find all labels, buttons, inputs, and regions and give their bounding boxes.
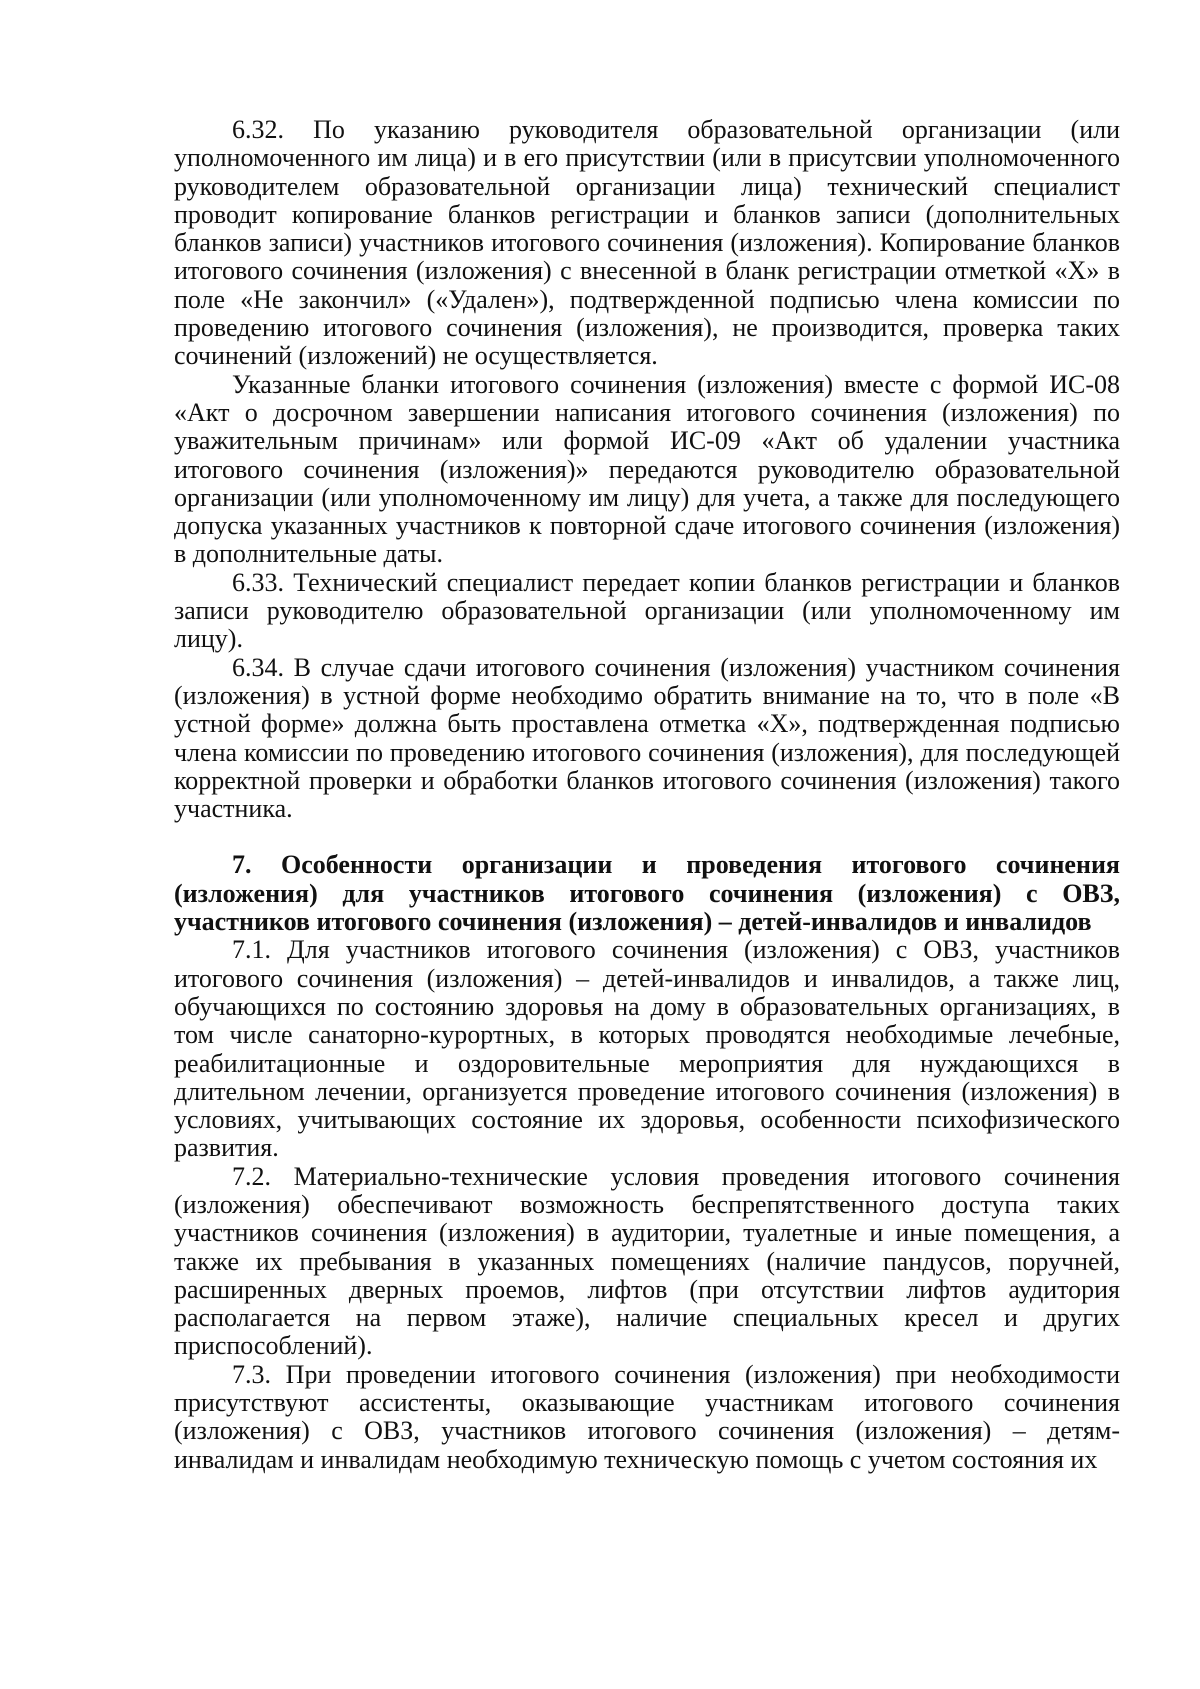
paragraph-6-33: 6.33. Технический специалист передает копии бланков регистрации и бланков записи руководителю образовательной организации (или уполномоченному им лицу).: [174, 567, 1120, 654]
paragraph-7-1: 7.1. Для участников итогового сочинения (изложения) с ОВЗ, участников итогового сочинения (изложения) – детей-инвалидов и инвалидов, а также лиц, обучающихся по состоянию здоровья на дому в образовательных организациях, в том числе санаторно-курортных, в которых проводятся необходимые лечебные, реабилитационные и оздоровительные мероприятия для нуждающихся в длительном лечении, организуется проведение итогового сочинения (изложения) в условиях, учитывающих состояние их здоровья, особенности психофизического развития.: [174, 935, 1120, 1163]
section-7-heading: 7. Особенности организации и проведения итогового сочинения (изложения) для участников итогового сочинения (изложения) с ОВЗ, участников итогового сочинения (изложения) – детей-инвалидов и инвалидов: [174, 850, 1120, 937]
paragraph-7-2: 7.2. Материально-технические условия проведения итогового сочинения (изложения) обеспечивают возможность беспрепятственного доступа таких участников сочинения (изложения) в аудитории, туалетные и иные помещения, а также их пребывания в указанных помещениях (наличие пандусов, поручней, расширенных дверных проемов, лифтов (при отсутствии лифтов аудитория располагается на первом этаже), наличие специальных кресел и других приспособлений).: [174, 1161, 1120, 1361]
paragraph-7-3: 7.3. При проведении итогового сочинения (изложения) при необходимости присутствуют ассистенты, оказывающие участникам итогового сочинения (изложения) с ОВЗ, участников итогового сочинения (изложения) – детям-инвалидам и инвалидам необходимую техническую помощь с учетом состояния их: [174, 1359, 1120, 1474]
document-page: [174, 116, 1120, 1474]
paragraph-6-32: 6.32. По указанию руководителя образовательной организации (или уполномоченного им лица) и в его присутствии (или в присутсвии уполномоченного руководителем образовательной организации лица) технический специалист проводит копирование бланков регистрации и бланков записи (дополнительных бланков записи) участников итогового сочинения (изложения). Копирование бланков итогового сочинения (изложения) с внесенной в бланк регистрации отметкой «X» в поле «Не закончил» («Удален»), подтвержденной подписью члена комиссии по проведению итогового сочинения (изложения), не производится, проверка таких сочинений (изложений) не осуществляется.: [174, 115, 1120, 371]
paragraph-forms-transfer: Указанные бланки итогового сочинения (изложения) вместе с формой ИС-08 «Акт о досрочном завершении написания итогового сочинения (изложения) по уважительным причинам» или формой ИС-09 «Акт об удалении участника итогового сочинения (изложения)» передаются руководителю образовательной организации (или уполномоченному им лицу) для учета, а также для последующего допуска указанных участников к повторной сдаче итогового сочинения (изложения) в дополнительные даты.: [174, 369, 1120, 569]
paragraph-6-34: 6.34. В случае сдачи итогового сочинения (изложения) участником сочинения (изложения) в устной форме необходимо обратить внимание на то, что в поле «В устной форме» должна быть проставлена отметка «X», подтвержденная подписью члена комиссии по проведению итогового сочинения (изложения), для последующей корректной проверки и обработки бланков итогового сочинения (изложения) такого участника.: [174, 652, 1120, 824]
